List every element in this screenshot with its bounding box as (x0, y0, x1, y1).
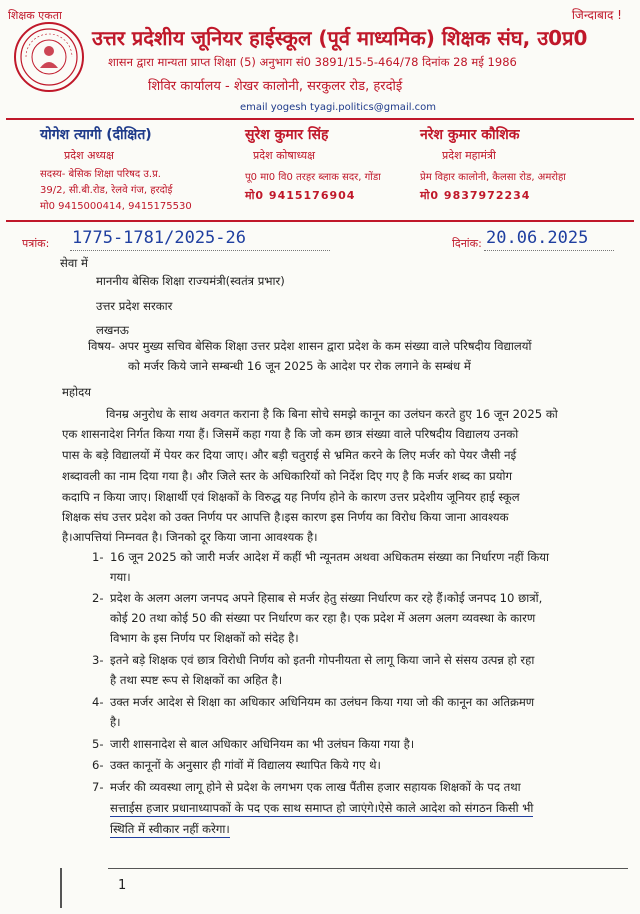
seal-icon (18, 26, 80, 88)
address-line: उत्तर प्रदेश सरकार (96, 299, 173, 313)
page-number: 1 (118, 878, 127, 893)
footer-rule (108, 868, 628, 869)
subject-line: को मर्जर किये जाने सम्बन्धी 16 जून 2025 के आदेश पर रोक लगाने के सम्बंध में (128, 359, 471, 373)
point-line: उक्त कानूनों के अनुसार ही गांवों में विद्यालय स्थापित किये गए थे। (110, 758, 381, 772)
official-line: पू0 मा0 वि0 तरहर ब्लाक सदर, गोंडा (245, 172, 381, 183)
salutation: महोदय (62, 385, 91, 399)
point-line: गया। (110, 570, 131, 584)
official-line: प्रेम विहार कालोनी, कैलसा रोड, अमरोहा (420, 172, 566, 183)
point-line-underlined: स्थिति में स्वीकार नहीं करेगा। (110, 822, 230, 836)
official-name: नरेश कुमार कौशिक (420, 127, 520, 143)
official-role: प्रदेश कोषाध्यक्ष (253, 149, 315, 162)
point-line: उक्त मर्जर आदेश से शिक्षा का अधिकार अधिनियम का उलंघन किया गया जो की कानून का अतिक्रमण (110, 695, 535, 709)
official-role: प्रदेश अध्यक्ष (64, 149, 114, 162)
header-divider (6, 118, 634, 120)
official-president (40, 125, 192, 212)
official-line: मो0 9415000414, 9415175530 (40, 201, 192, 212)
official-line: 39/2, सी.बी.रोड, रेलवे गंज, हरदोई (40, 185, 173, 196)
date-value: 20.06.2025 (486, 228, 589, 248)
official-line: सदस्य- बेसिक शिक्षा परिषद उ.प्र. (40, 169, 161, 180)
footer-margin-bar (60, 868, 62, 908)
official-role: प्रदेश महामंत्री (442, 149, 496, 162)
email-line: email yogesh tyagi.politics@gmail.com (240, 102, 437, 113)
organisation-name: उत्तर प्रदेशीय जूनियर हाईस्कूल (पूर्व माध्यमिक) शिक्षक संघ, उ0प्र0 (92, 26, 588, 50)
recognition-line: शासन द्वारा मान्यता प्राप्त शिक्षा (5) अनुभाग सं0 3891/15-5-464/78 दिनांक 28 मई 1986 (108, 55, 517, 69)
top-left-slogan: शिक्षक एकता (8, 9, 62, 22)
union-logo (14, 22, 84, 92)
point-line: 16 जून 2025 को जारी मर्जर आदेश में कहीं भी न्यूनतम अथवा अधिकतम संख्या का निर्धारण नहीं किया (110, 550, 549, 564)
official-name: सुरेश कुमार सिंह (245, 127, 329, 143)
intro-line: कदापि न किया जाए। शिक्षार्थी एवं शिक्षकों के विरुद्ध यह निर्णय होने के कारण उत्तर प्रदेशीय जूनियर हाई स्कूल (62, 490, 520, 504)
point-line: है तथा स्पष्ट रूप से शिक्षकों का अहित है। (110, 673, 283, 687)
point-line: प्रदेश के अलग अलग जनपद अपने हिसाब से मर्जर हेतु संख्या निर्धारण कर रहे हैं।कोई जनपद 10 छात्रों, (110, 591, 543, 605)
point-line-underlined: सत्ताईस हजार प्रधानाध्यापकों के पद एक साथ समाप्त हो जाएंगे।ऐसे काले आदेश को संगठन किसी भी (110, 801, 534, 815)
intro-line: शिक्षक संघ उत्तर प्रदेश को उक्त निर्णय पर आपत्ति है।इस कारण इस निर्णय का विरोध किया जाना आवश्यक (62, 510, 509, 524)
point-number: 2- (92, 591, 104, 605)
intro-line: विनम्र अनुरोध के साथ अवगत कराना है कि बिना सोचे समझे कानून का उलंघन करते हुए 16 जून 2025 को (106, 407, 558, 421)
officials-divider (6, 220, 634, 222)
reference-label: पत्रांक: (22, 237, 50, 250)
official-treasurer (245, 125, 381, 203)
intro-line: पास के बड़े विद्यालयों में पेयर कर दिया जाए। और बड़ी चतुराई से भ्रमित करने के लिए मर्जर को पेयर जैसी नई (62, 448, 517, 462)
point-number: 7- (92, 780, 104, 794)
date-label: दिनांक: (452, 237, 482, 250)
point-line: इतने बड़े शिक्षक एवं छात्र विरोधी निर्णय को इतनी गोपनीयता से लागू किया जाने से संसय उत्पन्न हो रहा (110, 653, 535, 667)
point-line: जारी शासनादेश से बाल अधिकार अधिनियम का भी उलंघन किया गया है। (110, 737, 415, 751)
reference-dotline (70, 250, 330, 251)
point-number: 1- (92, 550, 104, 564)
intro-line: है।आपत्तियां निम्नवत है। जिनको दूर किया जाना आवश्यक है। (62, 530, 318, 544)
address-line: लखनऊ (96, 323, 129, 337)
address-line: माननीय बेसिक शिक्षा राज्यमंत्री(स्वतंत्र प्रभार) (96, 274, 285, 288)
point-number: 3- (92, 653, 104, 667)
point-number: 4- (92, 695, 104, 709)
camp-office-address: शिविर कार्यालय - शेखर कालोनी, सरकुलर रोड, हरदोई (148, 79, 403, 94)
intro-line: शब्दावली का नाम दिया गया है। और जिले स्तर के अधिकारियों को निर्देश दिए गए है कि मर्जर शब्द का प्रयोग (62, 469, 512, 483)
point-line: मर्जर की व्यवस्था लागू होने से प्रदेश के लगभग एक लाख पैंतीस हजार सहायक शिक्षकों के पद तथा (110, 780, 521, 794)
point-line: विभाग के इस निर्णय पर शिक्षकों को संदेह है। (110, 631, 299, 645)
point-number: 6- (92, 758, 104, 772)
official-secretary (420, 125, 566, 203)
official-name: योगेश त्यागी (दीक्षित) (40, 127, 152, 143)
official-phone: मो0 9837972234 (420, 189, 531, 202)
subject-line: विषय- अपर मुख्य सचिव बेसिक शिक्षा उत्तर प्रदेश शासन द्वारा प्रदेश के कम संख्या वाले परिषदीय विद्यालयों (88, 339, 532, 353)
date-dotline (484, 250, 614, 251)
point-number: 5- (92, 737, 104, 751)
reference-number: 1775-1781/2025-26 (72, 228, 246, 248)
point-line: कोई 20 तथा कोई 50 की संख्या पर निर्धारण कर रहा है। एक प्रदेश में अलग अलग व्यवस्था के कारण (110, 611, 536, 625)
top-right-slogan: जिन्दाबाद ! (571, 8, 622, 22)
official-phone: मो0 9415176904 (245, 189, 356, 202)
address-to: सेवा में (60, 256, 88, 270)
intro-line: एक शासनादेश निर्गत किया गया हैं। जिसमें कहा गया है कि जो कम छात्र संख्या वाले परिषदीय विद्यालय उनको (62, 427, 519, 441)
point-line: है। (110, 715, 121, 729)
